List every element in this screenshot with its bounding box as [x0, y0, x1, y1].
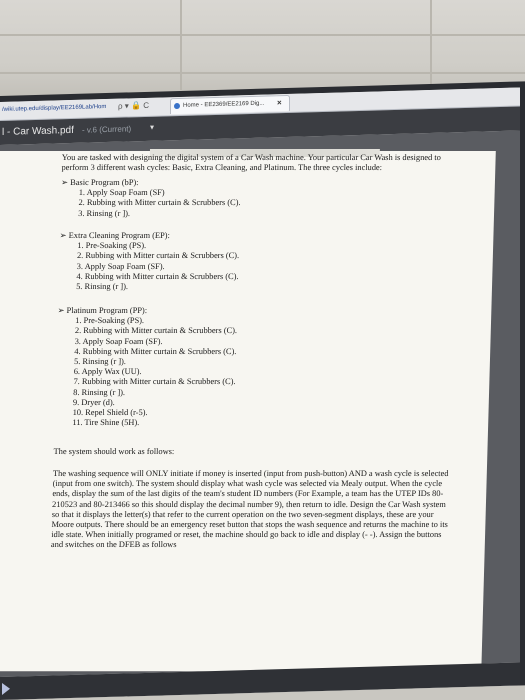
- list-item: 3. Rinsing (r ]).: [78, 208, 131, 218]
- screen: [0, 87, 520, 700]
- section-heading: ➢ Extra Cleaning Program (EP):: [59, 231, 170, 241]
- site-favicon-icon: [174, 103, 180, 109]
- close-tab-icon[interactable]: ×: [277, 98, 282, 108]
- list-item: 5. Rinsing (r ]).: [76, 282, 129, 292]
- text-line: You are tasked with designing the digital system of a Car Wash machine. Your particular Car Wash is designed to: [61, 153, 441, 163]
- ceiling-grid-line: [0, 72, 525, 74]
- address-bar-icons[interactable]: ρ ▾ 🔒 C: [118, 100, 149, 111]
- text-line: Moore outputs. There should be an emergency reset button that stops the wash sequence and returns the machine to its: [51, 520, 449, 530]
- chevron-down-icon[interactable]: ▾: [150, 122, 155, 132]
- text-line: (input from one switch). The system should display what wash cycle was selected via Mealy output. When the cycle: [52, 479, 443, 489]
- list-item: 1. Pre-Soaking (PS).: [77, 241, 147, 251]
- text-line: ends, display the sum of the last digits of the team's student ID numbers (For Example, a team has the UTEP IDs 80-: [52, 489, 444, 499]
- list-item: 4. Rubbing with Mitter curtain & Scrubbers (C).: [76, 271, 239, 281]
- list-item: 11. Tire Shine (5H).: [72, 418, 140, 428]
- list-item: 2. Rubbing with Mitter curtain & Scrubbers (C).: [76, 251, 240, 261]
- address-bar[interactable]: /wiki.utep.edu/display/EE2169Lab/Hom: [2, 104, 107, 113]
- monitor: [0, 81, 525, 700]
- ceiling-grid-line: [0, 34, 525, 36]
- list-item: 1. Apply Soap Foam (SF): [78, 188, 165, 198]
- text-line: perform 3 different wash cycles: Basic, Extra Cleaning, and Platinum. The three cycles include:: [61, 163, 383, 173]
- list-item: 1. Pre-Soaking (PS).: [75, 316, 145, 326]
- document-title: l - Car Wash.pdf: [2, 124, 74, 138]
- list-item: 3. Apply Soap Foam (SF).: [74, 336, 163, 346]
- work-heading: [53, 447, 483, 457]
- text-line: idle state. When initially programed or reset, the machine should go back to idle and display (- -). Assign the buttons: [51, 530, 442, 540]
- list-item: 2. Rubbing with Mitter curtain & Scrubbers (C).: [74, 326, 238, 336]
- pdf-viewport[interactable]: [0, 130, 520, 677]
- text-line: The washing sequence will ONLY initiate if money is inserted (input from push-button) AND a wash cycle is selected: [52, 469, 449, 479]
- tab-label: Home - EE2369/EE2169 Dig...: [183, 100, 265, 109]
- play-icon[interactable]: [2, 683, 10, 695]
- ceiling-grid-line: [180, 0, 182, 90]
- list-item: 4. Rubbing with Mitter curtain & Scrubbers (C).: [74, 346, 237, 356]
- list-item: 7. Rubbing with Mitter curtain & Scrubbers (C).: [73, 377, 236, 387]
- list-item: 8. Rinsing (r ]).: [73, 387, 126, 397]
- pdf-page: [0, 151, 496, 671]
- version-selector[interactable]: - v.6 (Current): [82, 124, 132, 135]
- description-paragraph: [51, 469, 483, 551]
- text-line: so that it displays the letter(s) that refer to the current operation on the two seven-segment displays, these are your: [51, 509, 434, 519]
- list-item: 5. Rinsing (r ]).: [73, 357, 127, 367]
- ceiling-grid-line: [430, 0, 432, 90]
- list-item: 10. Repel Shield (r-5).: [72, 408, 148, 418]
- list-item: 6. Apply Wax (UU).: [73, 367, 142, 377]
- text-line: and switches on the DFEB as follows: [50, 540, 177, 550]
- intro-paragraph: [61, 153, 491, 173]
- platinum-program-section: [54, 306, 487, 428]
- section-heading: ➢ Platinum Program (PP):: [57, 306, 148, 316]
- basic-program-section: [60, 178, 491, 219]
- extra-cleaning-section: [58, 231, 490, 292]
- list-item: 3. Apply Soap Foam (SF).: [76, 261, 165, 271]
- text-line: 210523 and 80-213466 so this should display the decimal number 9), then return to idle. Design the Car Wash system: [51, 499, 446, 509]
- text-line: The system should work as follows:: [53, 447, 175, 457]
- list-item: 9. Dryer (d).: [72, 397, 115, 407]
- browser-tab-home[interactable]: [170, 95, 290, 114]
- section-heading: ➢ Basic Program (bP):: [60, 178, 139, 188]
- list-item: 2. Rubbing with Mitter curtain & Scrubbers (C).: [78, 198, 241, 208]
